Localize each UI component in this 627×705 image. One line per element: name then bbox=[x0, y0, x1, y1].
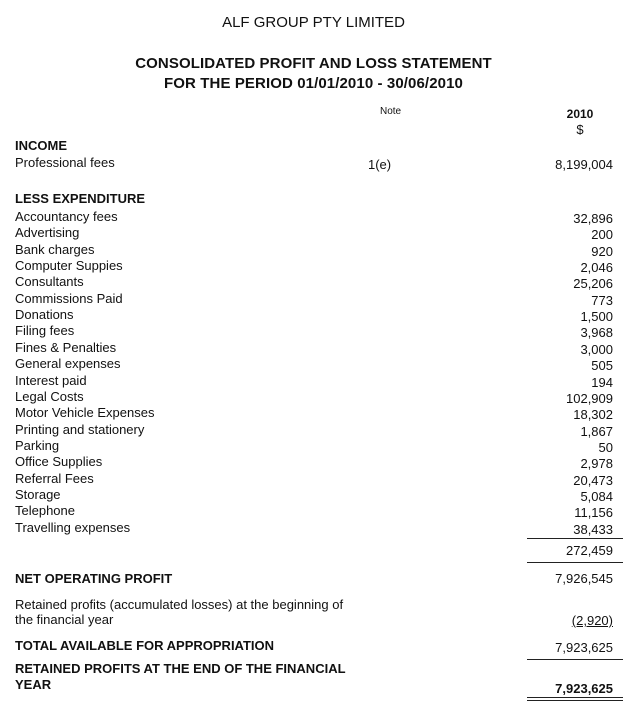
double-rule-bottom bbox=[527, 700, 623, 701]
expense-label: Storage bbox=[15, 486, 61, 502]
expense-value: 2,978 bbox=[580, 456, 613, 472]
expense-label: Accountancy fees bbox=[15, 209, 118, 224]
retained-beginning-label-1: Retained profits (accumulated losses) at the beginning of bbox=[15, 597, 344, 612]
expense-label: Advertising bbox=[15, 225, 80, 241]
income-heading: INCOME bbox=[15, 138, 67, 153]
expense-value: 1,867 bbox=[580, 423, 613, 439]
expense-label: Donations bbox=[15, 307, 74, 323]
company-name: ALF GROUP PTY LIMITED bbox=[222, 14, 405, 31]
expense-value: 920 bbox=[591, 243, 613, 259]
expense-value: 3,968 bbox=[580, 325, 613, 341]
expense-label: Consultants bbox=[15, 274, 84, 290]
expense-label: Motor Vehicle Expenses bbox=[15, 405, 155, 421]
expense-value: 102,909 bbox=[566, 390, 613, 406]
expense-value: 505 bbox=[591, 358, 613, 374]
total-available-value: 7,923,625 bbox=[555, 640, 613, 655]
retained-end-value: 7,923,625 bbox=[555, 681, 613, 696]
expense-label: Bank charges bbox=[15, 241, 95, 257]
expense-label: Legal Costs bbox=[15, 388, 84, 404]
expense-value: 18,302 bbox=[573, 407, 613, 423]
expense-label: Referral Fees bbox=[15, 470, 94, 486]
note-column-header: Note bbox=[380, 106, 402, 117]
expense-label: Commissions Paid bbox=[15, 290, 123, 306]
net-operating-profit-label: NET OPERATING PROFIT bbox=[15, 571, 173, 586]
expenditure-heading: LESS EXPENDITURE bbox=[15, 191, 146, 206]
expense-label: Computer Suppies bbox=[15, 258, 123, 274]
expense-value: 20,473 bbox=[573, 472, 613, 488]
double-rule-top bbox=[527, 697, 623, 698]
retained-end-label-1: RETAINED PROFITS AT THE END OF THE FINANCIAL bbox=[15, 661, 346, 676]
professional-fees-note: 1(e) bbox=[368, 157, 392, 172]
expense-label: Travelling expenses bbox=[15, 519, 131, 535]
professional-fees-value: 8,199,004 bbox=[555, 157, 613, 172]
expense-value: 773 bbox=[591, 292, 613, 308]
expense-label: Parking bbox=[15, 437, 60, 453]
expense-value: 50 bbox=[598, 439, 613, 455]
expense-label: Interest paid bbox=[15, 372, 87, 388]
expense-value: 2,046 bbox=[580, 260, 613, 276]
net-operating-profit-value: 7,926,545 bbox=[555, 571, 613, 586]
statement-title: CONSOLIDATED PROFIT AND LOSS STATEMENT bbox=[135, 55, 492, 72]
expense-label: Telephone bbox=[15, 503, 75, 519]
retained-beginning-label-2: the financial year bbox=[15, 612, 114, 627]
retained-end-label-2: YEAR bbox=[15, 677, 52, 692]
expense-value: 3,000 bbox=[580, 341, 613, 357]
statement-period: FOR THE PERIOD 01/01/2010 - 30/06/2010 bbox=[164, 75, 463, 92]
expense-label: Fines & Penalties bbox=[15, 339, 117, 355]
expense-label: Office Supplies bbox=[15, 454, 103, 470]
subtotal-rule-bottom bbox=[527, 562, 623, 563]
expense-label: Filing fees bbox=[15, 323, 75, 339]
currency-header: $ bbox=[576, 122, 584, 137]
total-available-label: TOTAL AVAILABLE FOR APPROPRIATION bbox=[15, 638, 275, 653]
expense-label: General expenses bbox=[15, 356, 121, 372]
expense-value: 32,896 bbox=[573, 211, 613, 226]
expense-value: 1,500 bbox=[580, 309, 613, 325]
expense-value: 11,156 bbox=[574, 505, 613, 521]
total-available-rule bbox=[527, 659, 623, 660]
expense-label: Printing and stationery bbox=[15, 421, 145, 437]
expense-value: 38,433 bbox=[573, 521, 613, 537]
retained-beginning-value: (2,920) bbox=[571, 613, 613, 628]
expense-value: 5,084 bbox=[580, 488, 613, 504]
subtotal-rule bbox=[527, 538, 623, 539]
professional-fees-label: Professional fees bbox=[15, 155, 115, 170]
expenditure-total-value: 272,459 bbox=[566, 543, 613, 558]
expense-value: 25,206 bbox=[573, 276, 613, 292]
expense-value: 194 bbox=[591, 374, 613, 390]
expense-value: 200 bbox=[591, 227, 613, 243]
year-column-header: 2010 bbox=[566, 107, 594, 121]
